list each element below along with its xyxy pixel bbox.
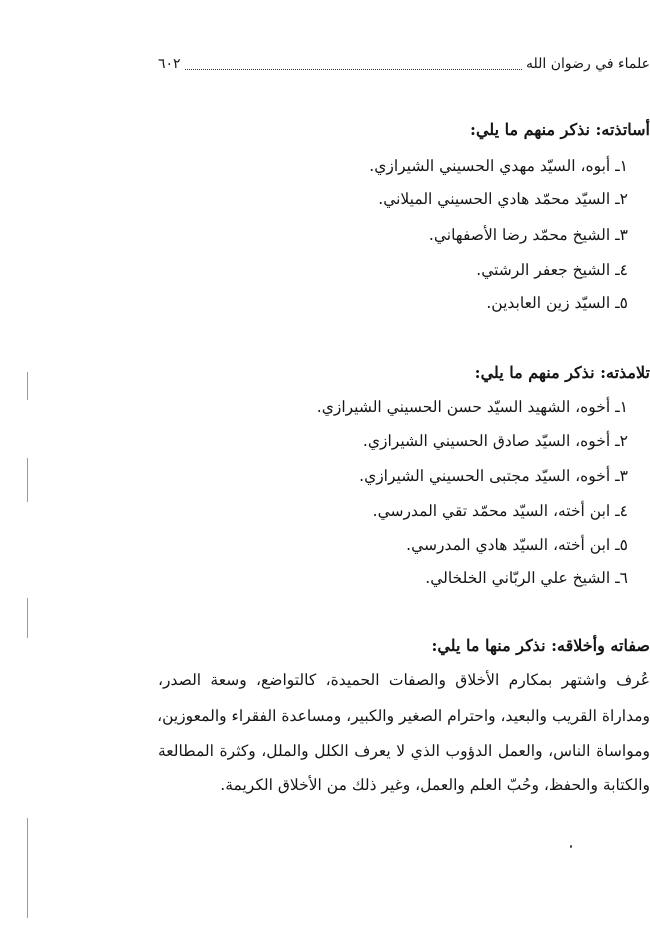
students-heading: تلامذته: نذكر منهم ما يلي:: [474, 363, 650, 382]
student-item: ٥ـ ابن أخته، السيّد هادي المدرسي.: [406, 536, 628, 554]
character-paragraph-line: عُرف واشتهر بمكارم الأخلاق والصفات الحميدة، كالتواضع، وسعة الصدر،: [158, 671, 650, 689]
teacher-item: ٤ـ الشيخ جعفر الرشتي.: [476, 261, 628, 279]
student-item: ٤ـ ابن أخته، السيّد محمّد تقي المدرسي.: [372, 502, 628, 520]
teacher-item: ٥ـ السيّد زين العابدين.: [486, 294, 628, 312]
student-item: ٦ـ الشيخ علي الربّاني الخلخالي.: [425, 569, 628, 587]
teacher-item: ١ـ أبوه، السيّد مهدي الحسيني الشيرازي.: [369, 157, 628, 175]
page-number: ٦٠٢: [158, 56, 181, 72]
scan-artifact-line: [27, 458, 28, 502]
character-paragraph-line: ومداراة القريب والبعيد، واحترام الصغير والكبير، ومساعدة الفقراء والمعوزين،: [157, 707, 650, 725]
scan-artifact-line: [27, 818, 28, 918]
header-dot-leader: [185, 59, 522, 70]
teachers-heading: أساتذته: نذكر منهم ما يلي:: [470, 120, 650, 139]
character-paragraph-line: والكتابة والحفظ، وحُبّ العلم والعمل، وغير ذلك من الأخلاق الكريمة.: [220, 776, 650, 794]
student-item: ١ـ أخوه، الشهيد السيّد حسن الحسيني الشيرازي.: [316, 398, 628, 416]
running-header: [158, 52, 650, 76]
scan-artifact-dot: [570, 845, 572, 848]
character-heading: صفاته وأخلاقه: نذكر منها ما يلي:: [431, 636, 650, 655]
student-item: ٣ـ أخوه، السيّد مجتبى الحسيني الشيرازي.: [359, 467, 628, 485]
teacher-item: ٢ـ السيّد محمّد هادي الحسيني الميلاني.: [378, 190, 628, 208]
character-paragraph-line: ومواساة الناس، والعمل الدؤوب الذي لا يعرف الكلل والملل، وكثرة المطالعة: [158, 742, 650, 760]
header-title: علماء في رضوان الله: [526, 56, 650, 72]
student-item: ٢ـ أخوه، السيّد صادق الحسيني الشيرازي.: [362, 432, 628, 450]
scan-artifact-line: [27, 372, 28, 400]
teacher-item: ٣ـ الشيخ محمّد رضا الأصفهاني.: [428, 226, 628, 244]
scan-artifact-line: [27, 598, 28, 638]
